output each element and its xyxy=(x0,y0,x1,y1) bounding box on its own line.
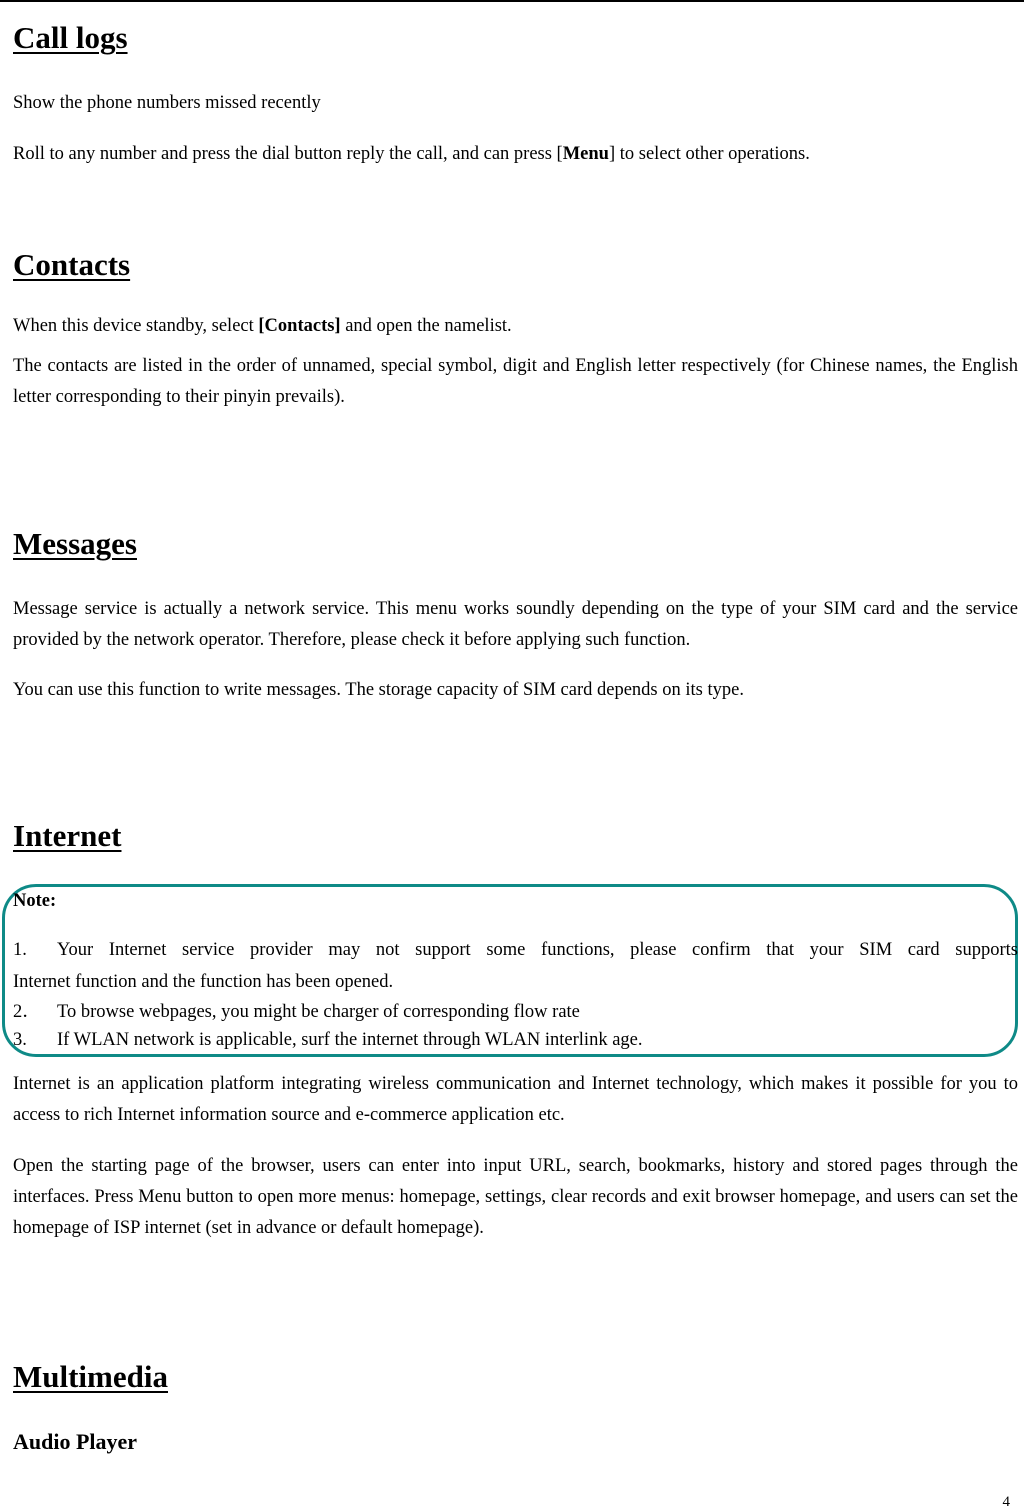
note-item-2: 2． To browse webpages, you might be charger of corresponding flow rate xyxy=(13,1002,580,1022)
contacts-heading: Contacts xyxy=(13,247,131,282)
internet-heading: Internet xyxy=(13,818,122,853)
page-number: 4 xyxy=(1002,1494,1010,1510)
note-item-1-continued: Internet function and the function has been opened. xyxy=(13,972,394,992)
note-item-1: 1. Your Internet service provider may not support some functions, please confirm that your SIM card supports xyxy=(13,940,1018,960)
contacts-line1: When this device standby, select [Contacts] and open the namelist. xyxy=(13,316,512,336)
internet-paragraph-1: Internet is an application platform integrating wireless communication and Internet technology, which makes it possible for you to access to rich Internet information source and e-commerce application etc. xyxy=(13,1074,1018,1125)
call-logs-line2: Roll to any number and press the dial button reply the call, and can press [Menu] to select other operations. xyxy=(13,144,810,164)
messages-paragraph-2: You can use this function to write messages. The storage capacity of SIM card depends on its type. xyxy=(13,680,744,700)
note-item-3: 3. If WLAN network is applicable, surf the internet through WLAN interlink age. xyxy=(13,1030,643,1050)
internet-paragraph-2: Open the starting page of the browser, users can enter into input URL, search, bookmarks, history and stored pages through the interfaces. Press Menu button to open more menus: homepage, settings, clear records and exit browser homepage, and users can set the homepage of ISP internet (set in advance or default homepage). xyxy=(13,1156,1018,1238)
call-logs-heading: Call logs xyxy=(13,20,128,55)
messages-heading: Messages xyxy=(13,526,137,561)
top-rule xyxy=(0,0,1024,2)
contacts-paragraph: The contacts are listed in the order of unnamed, special symbol, digit and English letter respectively (for Chinese names, the English letter corresponding to their pinyin prevails). xyxy=(13,356,1018,407)
messages-paragraph-1: Message service is actually a network service. This menu works soundly depending on the type of your SIM card and the service provided by the network operator. Therefore, please check it before applying such function. xyxy=(13,599,1018,650)
note-label: Note: xyxy=(13,891,57,911)
audio-player-subheading: Audio Player xyxy=(13,1429,138,1454)
call-logs-line1: Show the phone numbers missed recently xyxy=(13,93,321,113)
multimedia-heading: Multimedia xyxy=(13,1359,168,1394)
